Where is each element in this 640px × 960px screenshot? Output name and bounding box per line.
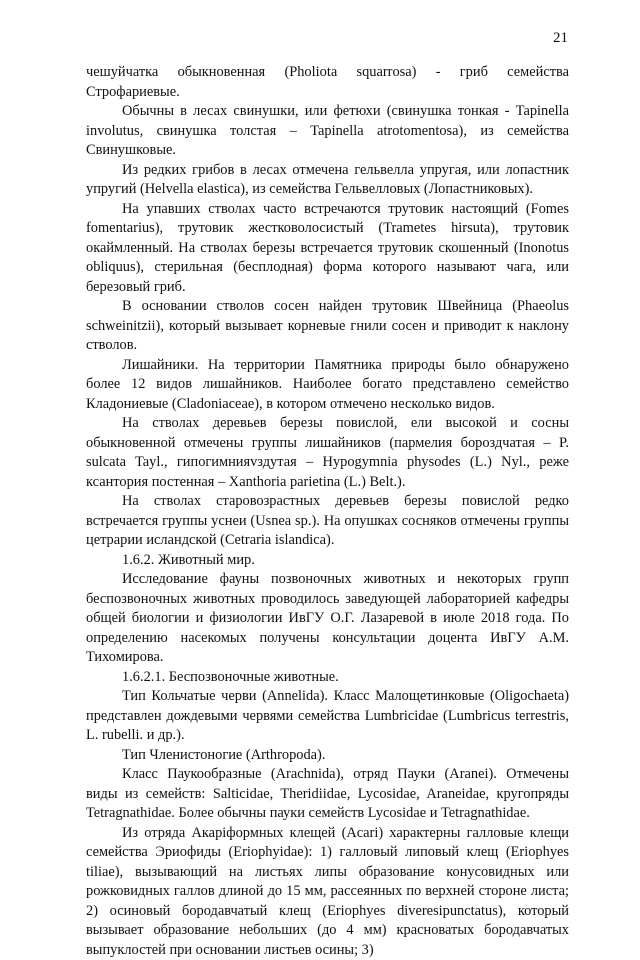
- paragraph-arachnida: Класс Паукообразные (Arachnida), отряд Пауки (Aranei). Отмечены виды из семейств: Salticidae, Theridiidae, Lycosidae, Araneidae, кругопряды Tetragnathidae. Более обычны пауки семейств Lycosidae и Tetragnathidae.: [86, 765, 569, 824]
- paragraph-annelida: Тип Кольчатые черви (Annelida). Класс Малощетинковые (Oligochaeta) представлен дождевыми червями семейства Lumbricidae (Lumbricus terrestris, L. rubelli. и др.).: [86, 687, 569, 746]
- body-text: [86, 63, 569, 960]
- paragraph-lichens: Лишайники. На территории Памятника природы было обнаружено более 12 видов лишайников. Наиболее богато представлено семейство Кладониевые (Cladoniaceae), в котором отмечено несколько видов.: [86, 356, 569, 415]
- paragraph-usnea: На стволах старовозрастных деревьев березы повислой редко встречается группы уснеи (Usnea sp.). На опушках сосняков отмечены группы цетрарии исландской (Cetraria islandica).: [86, 492, 569, 551]
- paragraph-tapinella: Обычны в лесах свинушки, или фетюхи (свинушка тонкая - Tapinella involutus, свинушка толстая – Tapinella atrotomentosa), из семейства Свинушковые.: [86, 102, 569, 161]
- paragraph-lichen-groups: На стволах деревьев березы повислой, ели высокой и сосны обыкновенной отмечены группы лишайников (пармелия бороздчатая – P. sulcata Tayl., гипогимнияvздутая – Hypogymnia physodes (L.) Nyl., реже ксантория постенная – Xanthoria parietina (L.) Belt.).: [86, 414, 569, 492]
- paragraph-phaeolus: В основании стволов сосен найден трутовик Швейница (Phaeolus schweinitzii), который вызывает корневые гнили сосен и приводит к наклону стволов.: [86, 297, 569, 356]
- paragraph-fauna-study: Исследование фауны позвоночных животных и некоторых групп беспозвоночных животных проводилось заведующей лабораторией кафедры общей биологии и физиологии ИвГУ О.Г. Лазаревой в июле 2018 года. По определению насекомых получены консультации доцента ИвГУ А.М. Тихомирова.: [86, 570, 569, 668]
- paragraph-arthropoda: Тип Членистоногие (Arthropoda).: [86, 746, 569, 766]
- page-number: 21: [553, 30, 568, 47]
- paragraph-pholiota: чешуйчатка обыкновенная (Pholiota squarrosa) - гриб семейства Строфариевые.: [86, 63, 569, 102]
- paragraph-helvella: Из редких грибов в лесах отмечена гельвелла упругая, или лопастник упругий (Helvella elastica), из семейства Гельвелловых (Лопастниковых).: [86, 161, 569, 200]
- paragraph-polypores: На упавших стволах часто встречаются трутовик настоящий (Fomes fomentarius), трутовик жестковолосистый (Trametes hirsuta), трутовик окаймленный. На стволах березы встречается трутовик скошенный (Inonotus obliquus), стерильная (бесплодная) форма которого называют чага, или березовый гриб.: [86, 200, 569, 298]
- section-heading-fauna: 1.6.2. Животный мир.: [86, 551, 569, 571]
- section-heading-invertebrates: 1.6.2.1. Беспозвоночные животные.: [86, 668, 569, 688]
- paragraph-acari: Из отряда Акарiформных клещей (Acari) характерны галловые клещи семейства Эриофиды (Eriophyidae): 1) галловый липовый клещ (Eriophyes tiliae), вызывающий на листьях липы образование конусовидных или рожковидных галлов длиной до 15 мм, рассеянных по верхней стороне листа; 2) осиновый бородавчатый клещ (Eriophyes diveresipunctatus), который вызывает образование небольших (до 4 мм) красноватых бородавчатых выпуклостей при основании листьев осины; 3): [86, 824, 569, 960]
